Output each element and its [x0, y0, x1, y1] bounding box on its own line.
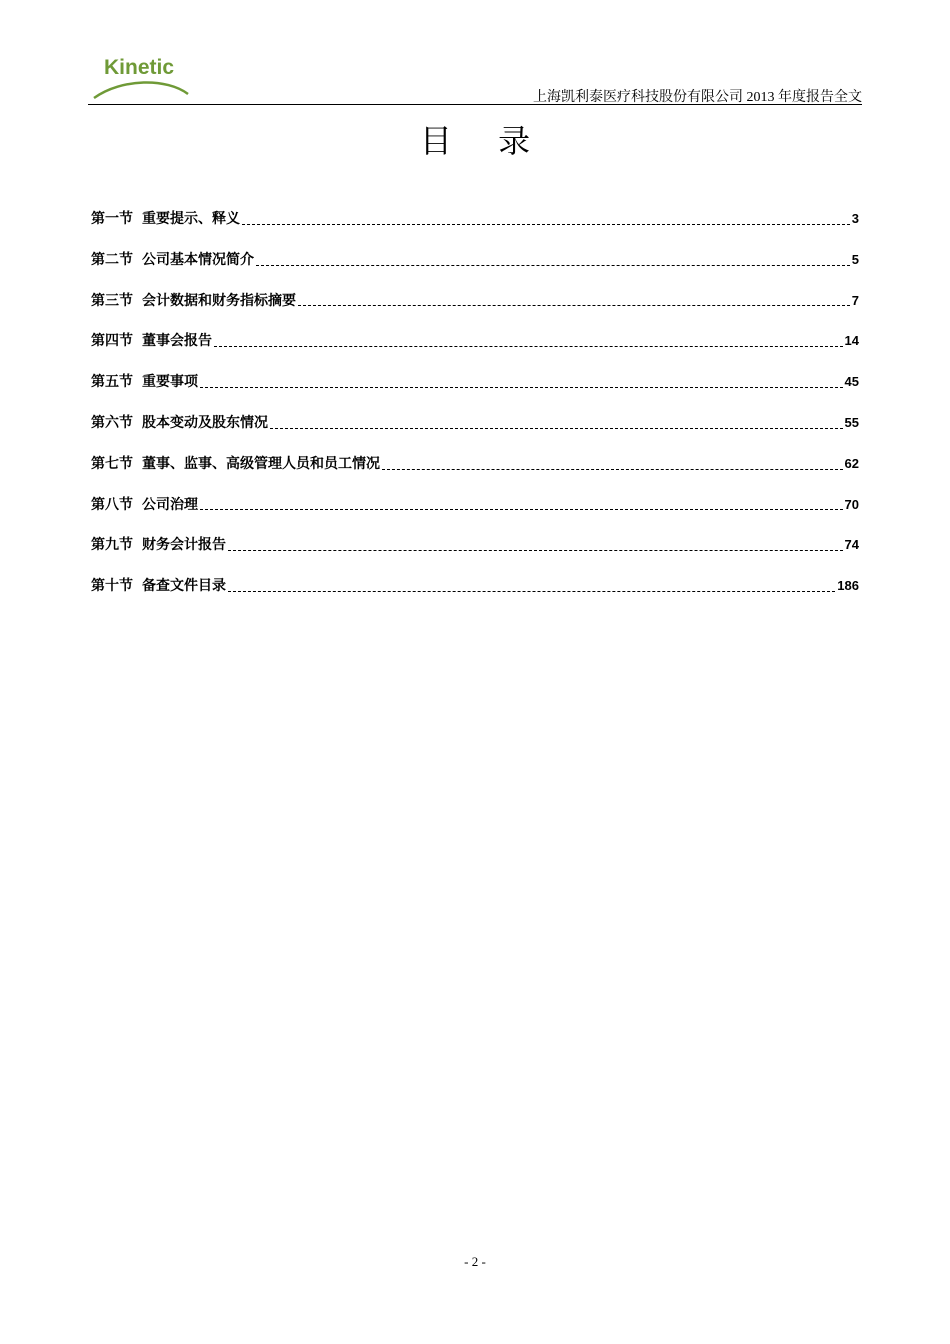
page-number: - 2 -	[464, 1254, 486, 1269]
toc-section-number: 第一节	[91, 211, 133, 227]
toc-entry[interactable]	[91, 330, 859, 371]
toc-section-title: 董事会报告	[142, 333, 212, 350]
toc-section-title: 备查文件目录	[142, 578, 226, 595]
toc-section-number: 第四节	[91, 333, 133, 350]
table-of-contents	[91, 208, 859, 616]
toc-section-number: 第九节	[91, 537, 133, 554]
toc-section-number: 第三节	[91, 292, 133, 309]
toc-page-number: 5	[851, 251, 859, 267]
toc-page-number: 55	[844, 414, 859, 430]
toc-entry[interactable]	[91, 371, 859, 412]
toc-page-number: 45	[844, 374, 859, 390]
toc-section-title: 公司治理	[142, 496, 198, 513]
toc-section-number: 第七节	[91, 455, 133, 472]
toc-page-number: 3	[851, 211, 859, 226]
toc-leader-dashes	[200, 387, 843, 388]
toc-leader-dashes	[228, 591, 835, 592]
toc-section-title: 重要提示、释义	[142, 211, 240, 227]
toc-entry[interactable]	[91, 575, 859, 616]
toc-entry[interactable]	[91, 290, 859, 331]
toc-leader-dashes	[242, 224, 850, 225]
toc-page-number: 14	[844, 333, 859, 349]
toc-section-title: 重要事项	[142, 374, 198, 391]
toc-section-number: 第六节	[91, 414, 133, 431]
toc-entry[interactable]	[91, 494, 859, 535]
toc-section-title: 财务会计报告	[142, 537, 226, 554]
toc-section-number: 第五节	[91, 374, 133, 391]
toc-section-title: 董事、监事、高级管理人员和员工情况	[142, 455, 380, 472]
toc-entry[interactable]	[91, 534, 859, 575]
toc-section-number: 第十节	[91, 578, 133, 595]
toc-leader-dashes	[382, 469, 843, 470]
toc-section-title: 会计数据和财务指标摘要	[142, 292, 296, 309]
toc-leader-dashes	[228, 550, 843, 551]
report-header-title: 上海凯利泰医疗科技股份有限公司 2013 年度报告全文	[533, 90, 862, 105]
toc-page-number: 7	[851, 292, 859, 308]
toc-page-number: 186	[837, 578, 859, 594]
toc-section-title: 股本变动及股东情况	[142, 414, 268, 431]
toc-section-title: 公司基本情况简介	[142, 251, 254, 268]
logo-swoosh-icon	[92, 74, 192, 104]
company-logo	[92, 56, 192, 104]
toc-page-number: 62	[844, 455, 859, 471]
toc-leader-dashes	[270, 428, 843, 429]
toc-leader-dashes	[256, 265, 850, 266]
toc-page-number: 74	[844, 537, 859, 553]
toc-leader-dashes	[214, 346, 843, 347]
logo-text: Kinetic	[104, 56, 175, 79]
toc-leader-dashes	[200, 509, 843, 510]
toc-page-number: 70	[844, 496, 859, 512]
page-title: 目 录	[419, 122, 549, 160]
toc-section-number: 第八节	[91, 496, 133, 513]
toc-entry[interactable]	[91, 249, 859, 290]
toc-section-number: 第二节	[91, 251, 133, 268]
header-divider	[88, 104, 862, 105]
toc-entry[interactable]	[91, 208, 859, 249]
toc-entry[interactable]	[91, 412, 859, 453]
toc-leader-dashes	[298, 305, 850, 306]
toc-entry[interactable]	[91, 453, 859, 494]
